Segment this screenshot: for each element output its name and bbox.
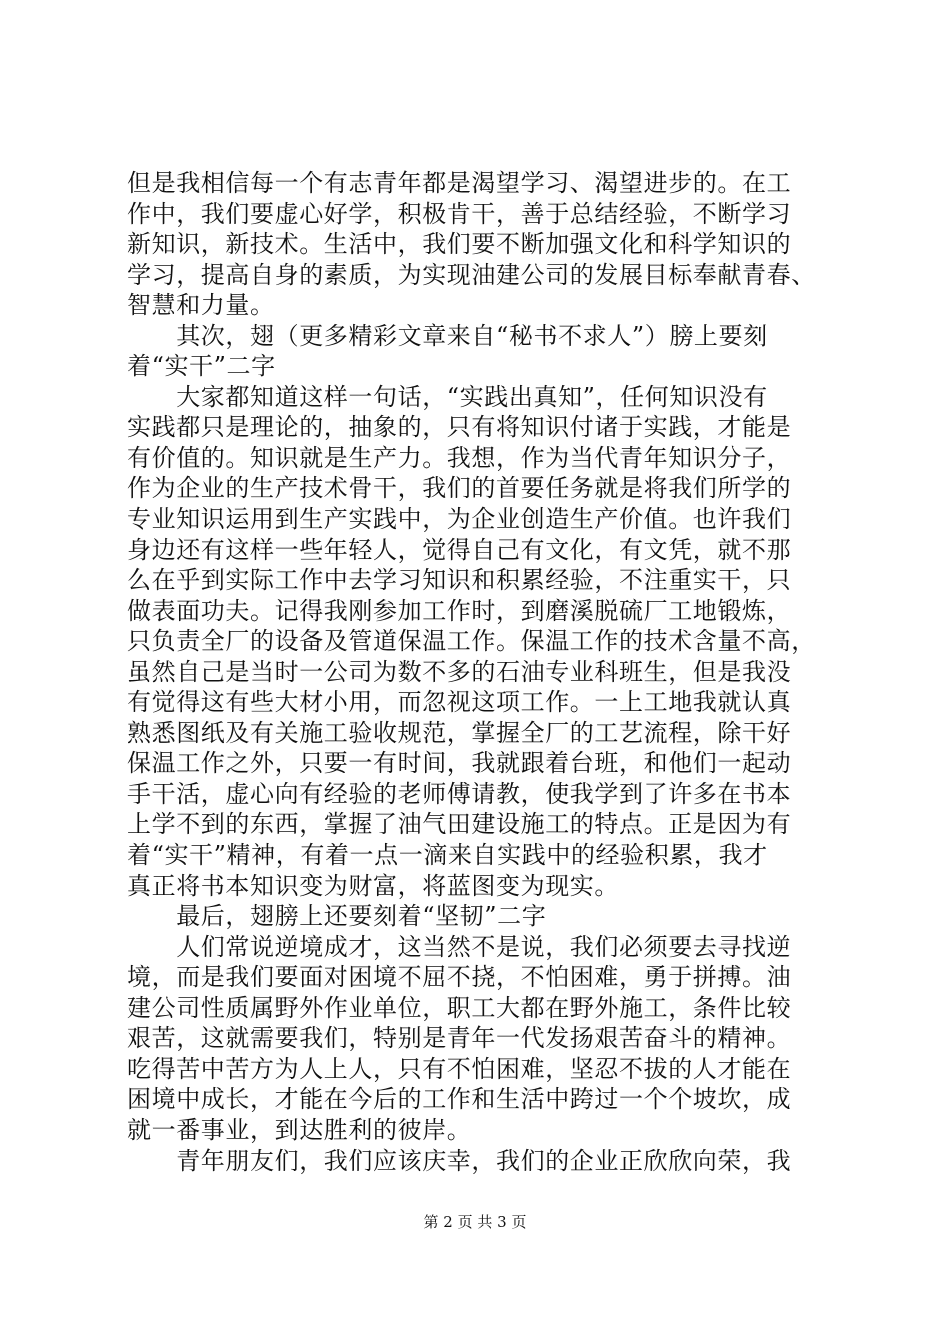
text-line: 困境中成长，才能在今后的工作和生活中跨过一个个坡坎，成 — [127, 1085, 792, 1114]
text-line: 吃得苦中苦方为人上人，只有不怕困难，坚忍不拔的人才能在 — [127, 1054, 792, 1083]
text-line: 有觉得这有些大材小用，而忽视这项工作。一上工地我就认真 — [127, 688, 792, 717]
text-line: 手干活，虚心向有经验的老师傅请教，使我学到了许多在书本 — [127, 779, 792, 808]
text-line: 专业知识运用到生产实践中，为企业创造生产价值。也许我们 — [127, 505, 792, 534]
text-line: 就一番事业，到达胜利的彼岸。 — [127, 1115, 472, 1144]
text-line: 做表面功夫。记得我刚参加工作时，到磨溪脱硫厂工地锻炼， — [127, 596, 792, 625]
text-line: 么在乎到实际工作中去学习知识和积累经验，不注重实干，只 — [127, 566, 792, 595]
text-line: 上学不到的东西，掌握了油气田建设施工的特点。正是因为有 — [127, 810, 792, 839]
text-line: 人们常说逆境成才，这当然不是说，我们必须要去寻找逆 — [127, 932, 792, 961]
text-line: 熟悉图纸及有关施工验收规范，掌握全厂的工艺流程，除干好 — [127, 718, 792, 747]
text-line: 建公司性质属野外作业单位，职工大都在野外施工，条件比较 — [127, 993, 792, 1022]
text-line: 智慧和力量。 — [127, 291, 275, 320]
text-line: 作中，我们要虚心好学，积极肯干，善于总结经验，不断学习 — [127, 199, 792, 228]
text-line: 境，而是我们要面对困境不屈不挠，不怕困难，勇于拼搏。油 — [127, 963, 792, 992]
text-line: 保温工作之外，只要一有时间，我就跟着台班，和他们一起动 — [127, 749, 792, 778]
text-line: 虽然自己是当时一公司为数不多的石油专业科班生，但是我没 — [127, 657, 792, 686]
text-line: 身边还有这样一些年轻人，觉得自己有文化，有文凭，就不那 — [127, 535, 792, 564]
text-line: 但是我相信每一个有志青年都是渴望学习、渴望进步的。在工 — [127, 169, 792, 197]
text-line: 大家都知道这样一句话，“实践出真知”，任何知识没有 — [127, 382, 768, 411]
body-text — [127, 168, 847, 1176]
text-line: 青年朋友们，我们应该庆幸，我们的企业正欣欣向荣，我 — [127, 1146, 792, 1175]
text-line: 学习，提高自身的素质，为实现油建公司的发展目标奉献青春、 — [127, 260, 816, 289]
text-line: 只负责全厂的设备及管道保温工作。保温工作的技术含量不高， — [127, 627, 816, 656]
section-heading-line: 最后，翅膀上还要刻着“坚韧”二字 — [127, 902, 547, 931]
text-line: 作为企业的生产技术骨干，我们的首要任务就是将我们所学的 — [127, 474, 792, 503]
text-line: 真正将书本知识变为财富，将蓝图变为现实。 — [127, 871, 619, 900]
text-line: 新知识，新技术。生活中，我们要不断加强文化和科学知识的 — [127, 230, 792, 259]
section-heading-line: 其次，翅（更多精彩文章来自“秘书不求人”）膀上要刻 — [127, 321, 768, 350]
page-number-footer: 第 2 页 共 3 页 — [423, 1213, 527, 1231]
text-line: 着“实干”精神，有着一点一滴来自实践中的经验积累，我才 — [127, 841, 768, 870]
text-line: 有价值的。知识就是生产力。我想，作为当代青年知识分子， — [127, 443, 792, 472]
text-line: 艰苦，这就需要我们，特别是青年一代发扬艰苦奋斗的精神。 — [127, 1024, 792, 1053]
text-line: 实践都只是理论的，抽象的，只有将知识付诸于实践，才能是 — [127, 413, 792, 442]
section-heading-line: 着“实干”二字 — [127, 352, 276, 381]
